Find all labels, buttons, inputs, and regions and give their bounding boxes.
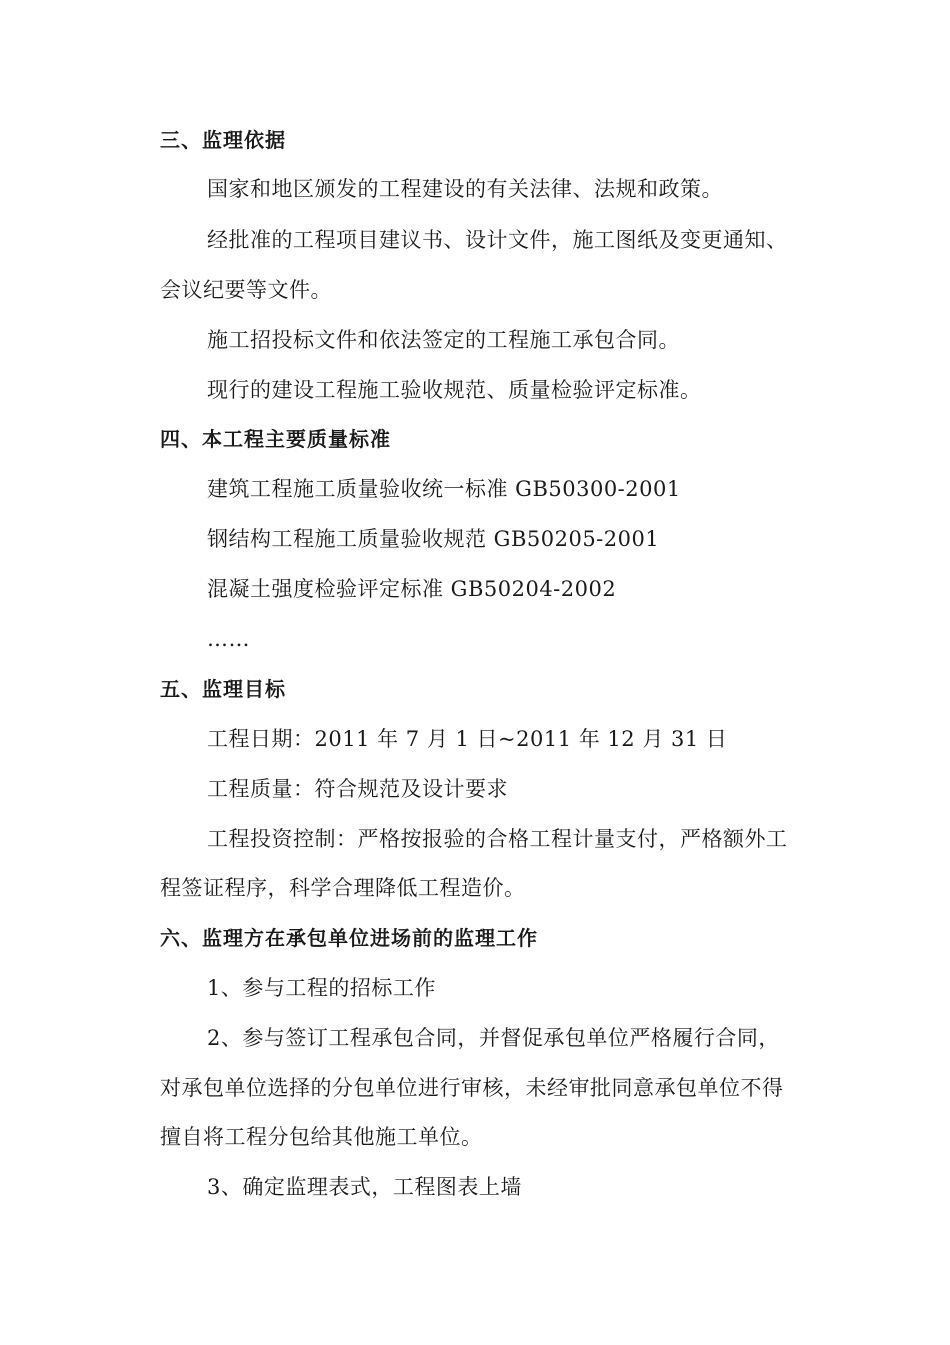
section-heading-pre-entry-work: 六、监理方在承包单位进场前的监理工作 xyxy=(160,926,538,950)
section-heading-goals: 五、监理目标 xyxy=(160,677,286,701)
list-item-continuation: 擅自将工程分包给其他施工单位。 xyxy=(160,1125,483,1149)
list-item: 3、确定监理表式，工程图表上墙 xyxy=(207,1175,522,1199)
goal-line: 程签证程序，科学合理降低工程造价。 xyxy=(160,876,526,900)
ellipsis-line: …… xyxy=(207,627,250,651)
section-heading-basis: 三、监理依据 xyxy=(160,128,286,152)
paragraph-line: 施工招投标文件和依法签定的工程施工承包合同。 xyxy=(207,328,680,352)
list-item-continuation: 对承包单位选择的分包单位进行审核，未经审批同意承包单位不得 xyxy=(160,1076,784,1100)
goal-line: 工程质量：符合规范及设计要求 xyxy=(207,777,508,801)
standard-line: 建筑工程施工质量验收统一标准 GB50300-2001 xyxy=(207,477,681,501)
paragraph-line: 经批准的工程项目建议书、设计文件，施工图纸及变更通知、 xyxy=(207,228,788,252)
paragraph-line: 国家和地区颁发的工程建设的有关法律、法规和政策。 xyxy=(207,177,723,201)
section-heading-quality-standards: 四、本工程主要质量标准 xyxy=(160,427,391,451)
standard-line: 钢结构工程施工质量验收规范 GB50205-2001 xyxy=(207,527,660,551)
paragraph-line: 现行的建设工程施工验收规范、质量检验评定标准。 xyxy=(207,378,702,402)
goal-line: 工程日期：2011 年 7 月 1 日~2011 年 12 月 31 日 xyxy=(207,727,728,751)
standard-line: 混凝土强度检验评定标准 GB50204-2002 xyxy=(207,577,617,601)
list-item: 1、参与工程的招标工作 xyxy=(207,976,436,1000)
list-item: 2、参与签订工程承包合同，并督促承包单位严格履行合同， xyxy=(207,1026,780,1050)
goal-line: 工程投资控制：严格按报验的合格工程计量支付，严格额外工 xyxy=(207,827,788,851)
paragraph-line: 会议纪要等文件。 xyxy=(160,278,332,302)
